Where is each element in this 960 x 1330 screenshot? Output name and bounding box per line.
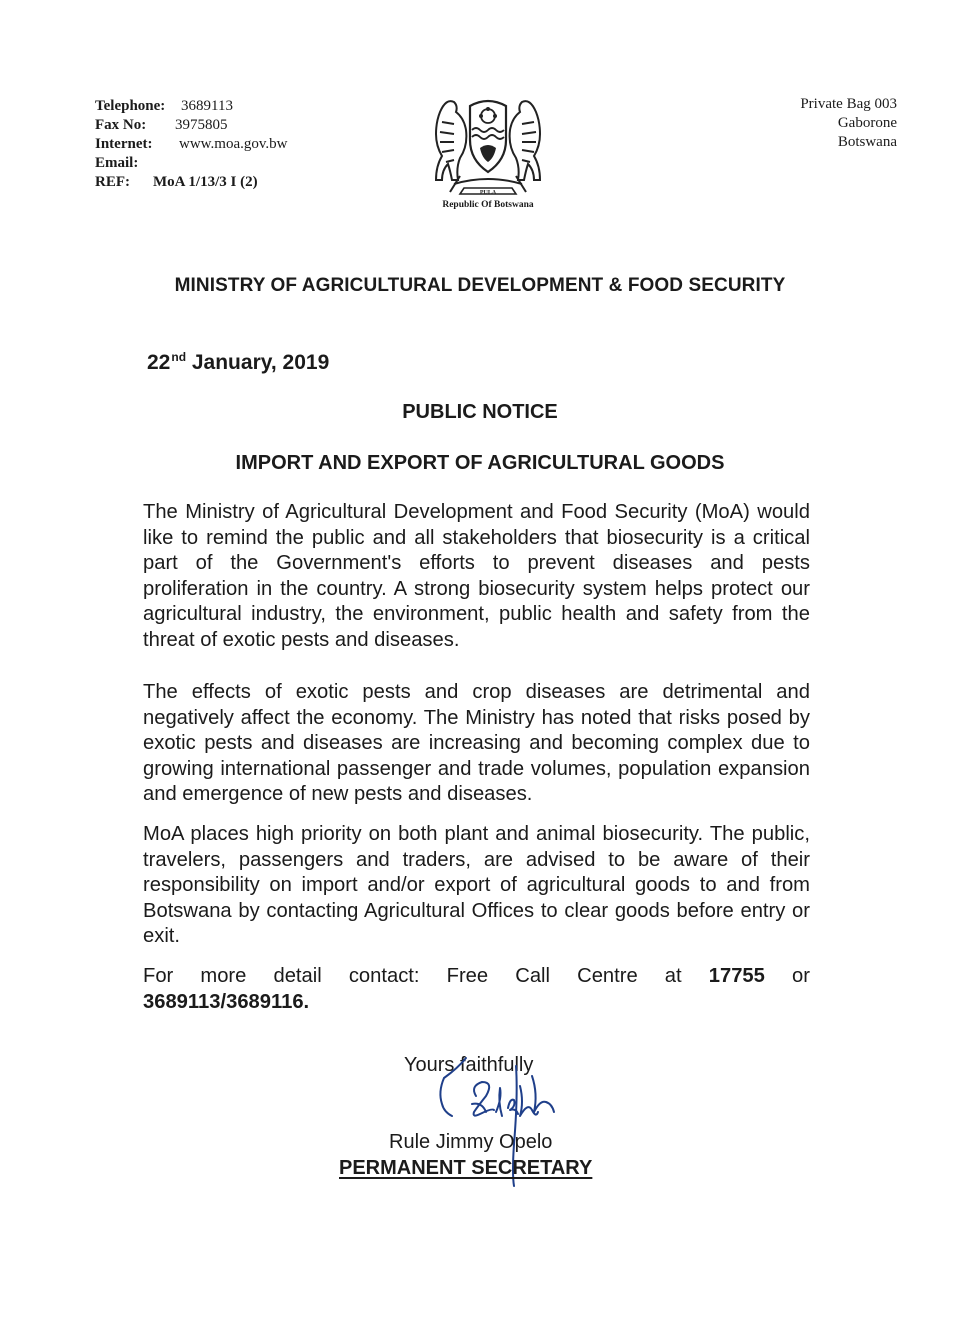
signer-title: PERMANENT SECRETARY bbox=[339, 1157, 593, 1179]
contact-word: or bbox=[791, 965, 810, 987]
contact-word: detail bbox=[273, 965, 322, 987]
internet-row bbox=[95, 135, 287, 154]
date-suffix: nd bbox=[171, 350, 187, 364]
ref-row bbox=[95, 173, 287, 192]
fax-row bbox=[95, 116, 287, 135]
paragraph: MoA places high priority on both plant and animal biosecurity. The public, travelers, passengers and traders, are advised to be aware of their responsibility on import and/or export of agricultural goods to and from Botswana by contacting Agricultural Offices to clear goods before entry or exit. bbox=[143, 823, 810, 948]
telephone-value: 3689113 bbox=[181, 98, 233, 114]
notice-title: PUBLIC NOTICE bbox=[402, 401, 558, 423]
ministry-heading: MINISTRY OF AGRICULTURAL DEVELOPMENT & FOOD SECURITY bbox=[174, 275, 786, 296]
closing-salutation: Yours faithfully bbox=[404, 1054, 534, 1076]
free-call-number: 17755 bbox=[708, 965, 765, 987]
telephone-row bbox=[95, 97, 287, 116]
notice-date bbox=[147, 350, 329, 375]
internet-label: Internet: bbox=[95, 136, 153, 152]
coat-motto: PULA bbox=[479, 190, 497, 196]
contact-word: at bbox=[664, 965, 682, 987]
telephone-label: Telephone: bbox=[95, 98, 166, 114]
date-rest: January, 2019 bbox=[191, 351, 330, 374]
fax-label: Fax No: bbox=[95, 117, 147, 133]
contact-word: contact: bbox=[348, 965, 420, 987]
paragraph: The Ministry of Agricultural Development and Food Security (MoA) would like to remind the public and all stakeholders that biosecurity is a critical part of the Government's efforts to prevent diseases and pests proliferation in the country. A strong biosecurity system helps protect our agricultural industry, the environment, public health and safety from the threat of exotic pests and diseases. bbox=[143, 501, 810, 651]
contact-line bbox=[143, 964, 810, 990]
contact-word: Free bbox=[446, 965, 489, 987]
contact-word: more bbox=[200, 965, 247, 987]
contact-word: Centre bbox=[577, 965, 638, 987]
postal-address bbox=[800, 95, 897, 152]
notice-subject: IMPORT AND EXPORT OF AGRICULTURAL GOODS bbox=[235, 452, 725, 474]
ref-value: MoA 1/13/3 I (2) bbox=[153, 174, 258, 190]
ref-label: REF: bbox=[95, 174, 130, 190]
email-label: Email: bbox=[95, 155, 139, 171]
paragraph: The effects of exotic pests and crop diseases are detrimental and negatively affect the economy. The Ministry has noted that risks posed by exotic pests and diseases are increasing and becoming complex due to growing international passenger and trade volumes, population expansion and emergence of new pests and diseases. bbox=[143, 681, 810, 806]
coat-of-arms-icon bbox=[420, 92, 556, 200]
address-line: Gaborone bbox=[837, 115, 897, 131]
email-row bbox=[95, 154, 287, 173]
other-phone-numbers: 3689113/3689116. bbox=[143, 990, 310, 1013]
contact-paragraph bbox=[143, 964, 810, 1015]
contact-word: For bbox=[143, 965, 174, 987]
address-line: Botswana bbox=[837, 134, 897, 150]
contact-word: Call bbox=[515, 965, 551, 987]
date-day: 22 bbox=[147, 351, 171, 374]
contact-details bbox=[95, 97, 287, 192]
address-line: Private Bag 003 bbox=[800, 96, 897, 112]
signer-name: Rule Jimmy Opelo bbox=[389, 1131, 553, 1153]
internet-value: www.moa.gov.bw bbox=[179, 136, 288, 152]
coat-of-arms-caption: Republic Of Botswana bbox=[442, 200, 534, 210]
fax-value: 3975805 bbox=[175, 117, 228, 133]
